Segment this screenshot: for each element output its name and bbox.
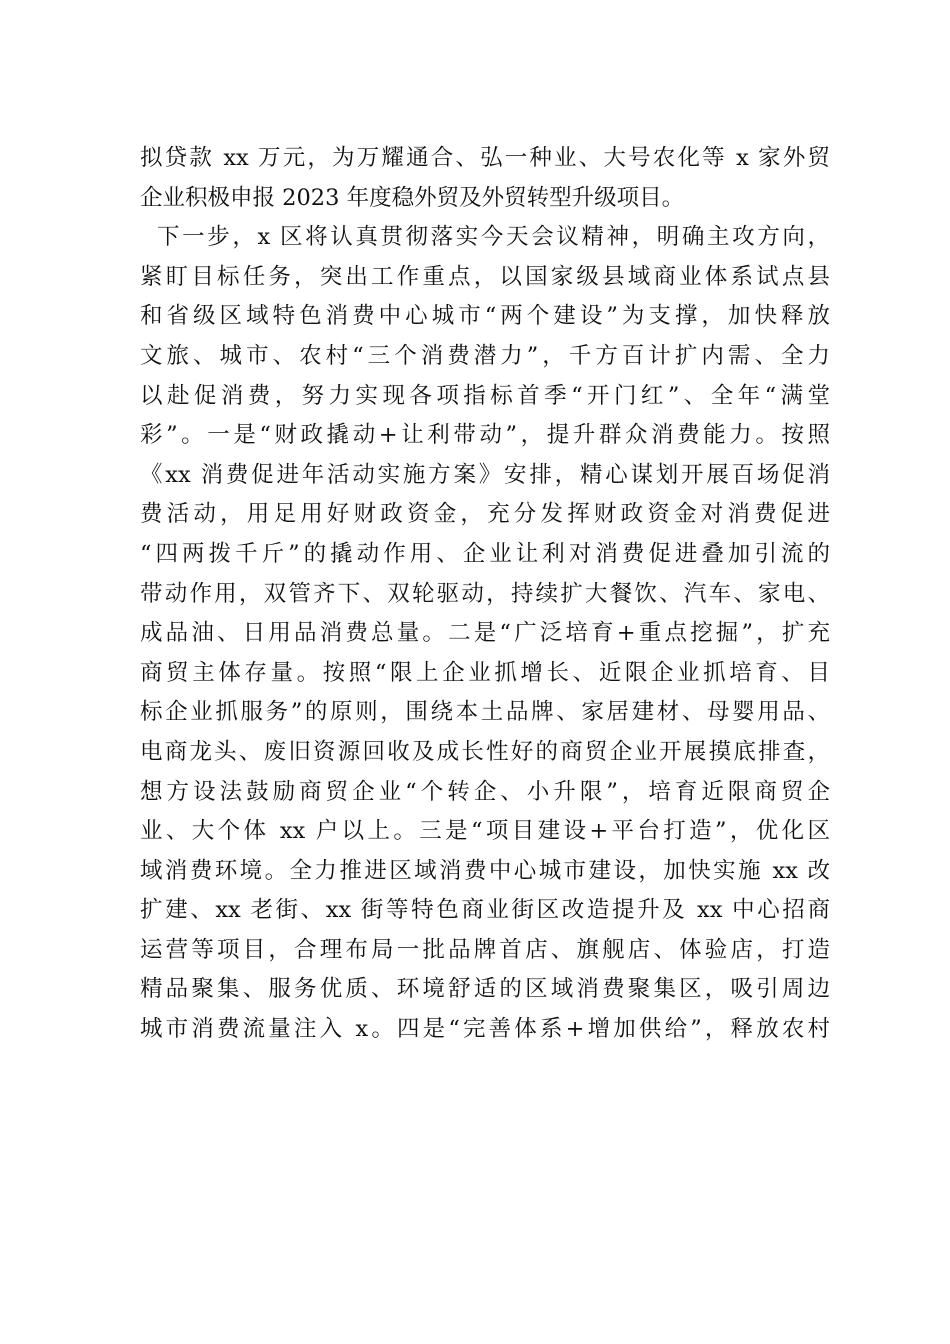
text-line: 和省级区域特色消费中心城市“两个建设”为支撑，加快释放 [140,303,830,330]
text-line: 想方设法鼓励商贸企业“个转企、小升限”，培育近限商贸企 [140,778,830,805]
text-line: 域消费环境。全力推进区域消费中心城市建设，加快实施 xx 改 [140,857,830,884]
text-line: 标企业抓服务”的原则，围绕本土品牌、家居建材、母婴用品、 [140,699,830,726]
paragraph-first-line: 下一步，x 区将认真贯彻落实今天会议精神，明确主攻方向， [157,224,830,251]
text-line: 带动作用，双管齐下、双轮驱动，持续扩大餐饮、汽车、家电、 [140,580,830,607]
text-line: 商贸主体存量。按照“限上企业抓增长、近限企业抓培育、目 [140,659,830,686]
text-line: 精品聚集、服务优质、环境舒适的区域消费聚集区，吸引周边 [140,976,830,1003]
text-line: 城市消费流量注入 x。四是“完善体系+增加供给”，释放农村 [140,1016,830,1043]
text-line: 企业积极申报 2023 年度稳外贸及外贸转型升级项目。 [140,184,685,211]
text-line: 紧盯目标任务，突出工作重点，以国家级县域商业体系试点县 [140,263,830,290]
text-line: 以赴促消费，努力实现各项指标首季“开门红”、全年“满堂 [140,382,830,409]
text-line: 成品油、日用品消费总量。二是“广泛培育+重点挖掘”，扩充 [140,620,830,647]
text-line: 《xx 消费促进年活动实施方案》安排，精心谋划开展百场促消 [140,461,830,488]
text-line: 费活动，用足用好财政资金，充分发挥财政资金对消费促进 [140,501,830,528]
text-line: 文旅、城市、农村“三个消费潜力”，千方百计扩内需、全力 [140,342,830,369]
document-body [140,139,830,1050]
text-line: 业、大个体 xx 户以上。三是“项目建设+平台打造”，优化区 [140,818,830,845]
text-line: 电商龙头、废旧资源回收及成长性好的商贸企业开展摸底排查， [140,738,830,765]
text-line: 扩建、xx 老街、xx 街等特色商业街区改造提升及 xx 中心招商 [140,897,830,924]
text-line: 彩”。一是“财政撬动+让利带动”，提升群众消费能力。按照 [140,422,830,449]
text-line: 运营等项目，合理布局一批品牌首店、旗舰店、体验店，打造 [140,936,830,963]
text-line: 拟贷款 xx 万元，为万耀通合、弘一种业、大号农化等 x 家外贸 [140,145,830,171]
text-line: “四两拨千斤”的撬动作用、企业让利对消费促进叠加引流的 [140,540,830,567]
